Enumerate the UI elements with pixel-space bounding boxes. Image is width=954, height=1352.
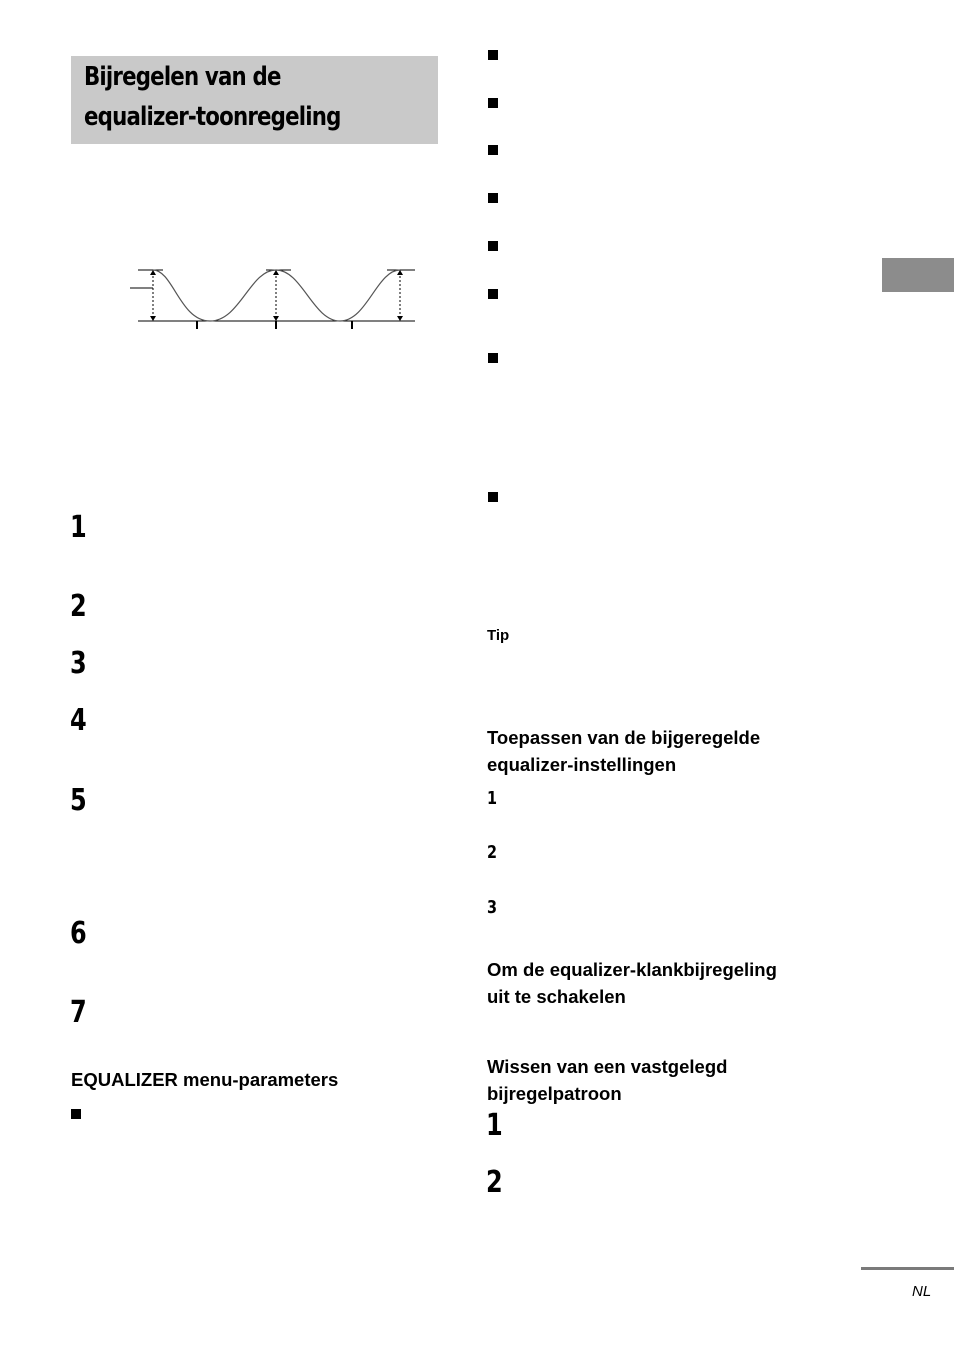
erase-pattern-heading (487, 1053, 727, 1107)
tick-3 (351, 321, 353, 329)
step-number-3: 3 (70, 646, 87, 681)
step-number-4: 4 (70, 703, 87, 738)
apply-step-3: 3 (487, 897, 498, 918)
black-square-bullet-icon (488, 98, 498, 108)
apply-settings-heading (487, 724, 760, 778)
disable-heading-line-2: uit te schakelen (487, 986, 626, 1007)
footer-rule (861, 1267, 954, 1270)
black-square-bullet-icon (488, 241, 498, 251)
tip-label: Tip (487, 627, 510, 644)
tick-2 (275, 321, 277, 329)
tick-1 (196, 321, 198, 329)
apply-step-2: 2 (487, 842, 498, 863)
erase-heading-line-1: Wissen van een vastgelegd (487, 1056, 728, 1077)
black-square-bullet-icon (488, 289, 498, 299)
black-square-bullet-icon (71, 1109, 81, 1119)
step-number-7: 7 (70, 995, 87, 1030)
language-code: NL (912, 1283, 932, 1300)
black-square-bullet-icon (488, 353, 498, 363)
step-number-2: 2 (70, 589, 87, 624)
apply-heading-line-1: Toepassen van de bijgeregelde (487, 727, 761, 748)
erase-step-2: 2 (486, 1165, 503, 1200)
step-number-6: 6 (70, 916, 87, 951)
black-square-bullet-icon (488, 492, 498, 502)
apply-heading-line-2: equalizer-instellingen (487, 754, 677, 775)
page-title-line-2: equalizer-toonregeling (84, 102, 341, 132)
section-side-tab (882, 258, 954, 292)
step-number-1: 1 (70, 510, 87, 545)
black-square-bullet-icon (488, 145, 498, 155)
black-square-bullet-icon (488, 50, 498, 60)
erase-step-1: 1 (486, 1108, 503, 1143)
page-title-box (71, 56, 438, 144)
equalizer-curve-diagram (125, 262, 425, 334)
black-square-bullet-icon (488, 193, 498, 203)
apply-step-1: 1 (487, 788, 498, 809)
equalizer-menu-heading: EQUALIZER menu-parameters (71, 1069, 339, 1090)
step-number-5: 5 (70, 783, 87, 818)
erase-heading-line-2: bijregelpatroon (487, 1083, 622, 1104)
disable-heading-line-1: Om de equalizer-klankbijregeling (487, 959, 777, 980)
page-title-line-1: Bijregelen van de (84, 62, 281, 92)
disable-equalizer-heading (487, 956, 777, 1010)
